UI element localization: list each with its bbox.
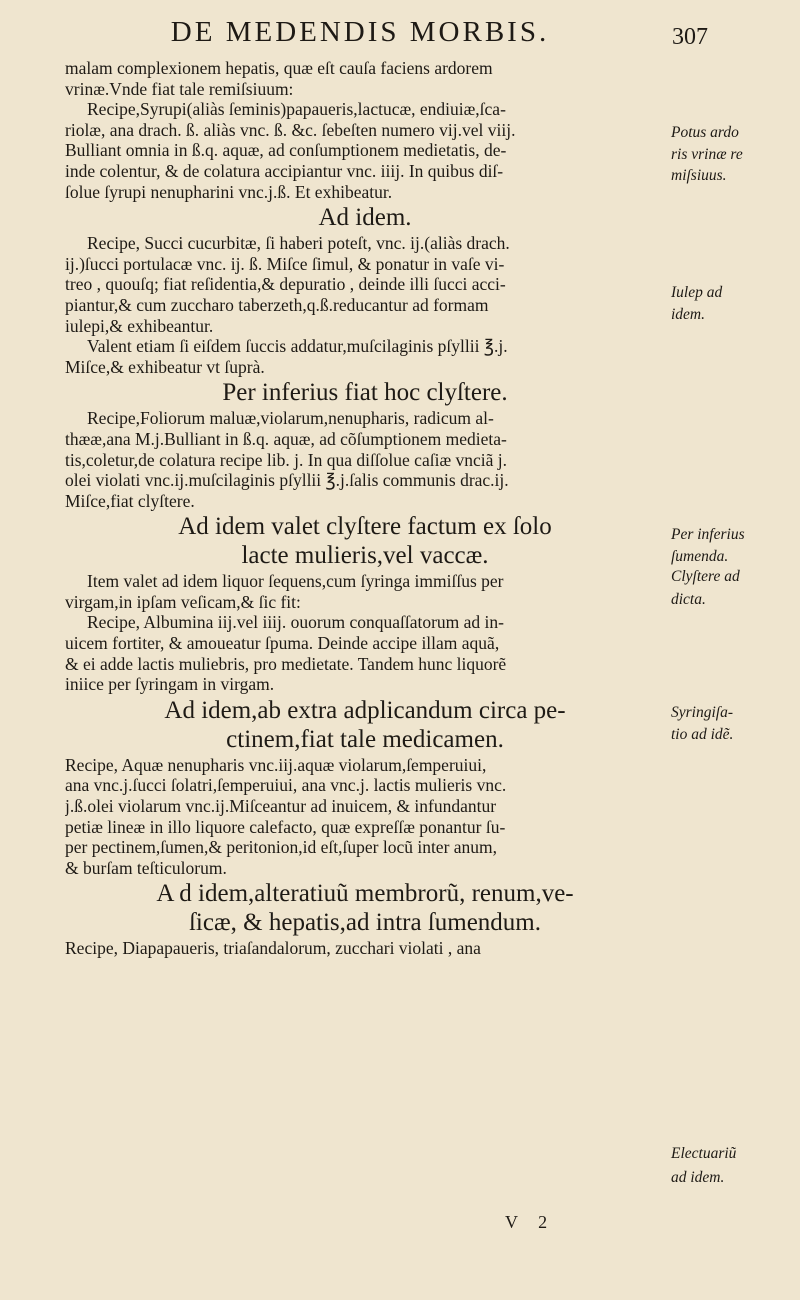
section-heading: lacte mulieris,vel vaccæ. xyxy=(241,542,489,570)
text-line: petiæ lineæ in illo liquore calefacto, quæ expreſſæ ponantur ſu- xyxy=(65,816,506,837)
margin-note: Potus ardo xyxy=(671,124,739,141)
text-line: thææ,ana M.j.Bulliant in ß.q. aquæ, ad cõſumptionem medieta- xyxy=(65,428,507,449)
text-line: Recipe, Diapapaueris, triaſandalorum, zucchari violati , ana xyxy=(65,938,481,959)
section-heading: ſicæ, & hepatis,ad intra ſumendum. xyxy=(188,909,541,937)
text-line: riolæ, ana drach. ß. aliàs vnc. ß. &c. ſebeſten numero vij.vel viij. xyxy=(65,119,516,140)
text-line: ij.)ſucci portulacæ vnc. ij. ß. Miſce ſimul, & ponatur in vaſe vi- xyxy=(65,253,505,274)
margin-note: idem. xyxy=(671,306,706,323)
margin-note: ris vrinæ re xyxy=(671,146,743,163)
margin-note: Electuariũ xyxy=(671,1145,737,1162)
section-heading: Ad idem,ab extra adplicandum circa pe- xyxy=(164,696,566,724)
text-line: per pectinem,ſumen,& peritonion,id eſt,ſuper locũ inter anum, xyxy=(65,837,498,858)
text-line: & ei adde lactis muliebris, pro medietate. Tandem hunc liquorẽ xyxy=(65,653,507,674)
text-line: piantur,& cum zuccharo taberzeth,q.ß.reducantur ad formam xyxy=(65,294,489,315)
section-heading: Ad idem. xyxy=(318,204,412,232)
text-line: Item valet ad idem liquor ſequens,cum ſyringa immiſſus per xyxy=(87,571,504,592)
margin-note: dicta. xyxy=(671,591,706,608)
text-line: virgam,in ipſam veſicam,& ſic fit: xyxy=(65,591,301,612)
margin-note: Iulep ad xyxy=(671,284,723,301)
section-heading: Per inferius fiat hoc clyſtere. xyxy=(222,379,508,407)
text-line: malam complexionem hepatis, quæ eſt cauſa faciens ardorem xyxy=(65,58,493,78)
text-line: Valent etiam ſi eiſdem ſuccis addatur,muſcilaginis pſyllii ℥.j. xyxy=(87,336,508,357)
text-line: iniice per ſyringam in virgam. xyxy=(65,674,275,695)
section-heading: A d idem,alteratiuũ membrorũ, renum,ve- xyxy=(156,880,574,908)
section-heading: ctinem,fiat tale medicamen. xyxy=(226,725,504,753)
margin-note: Per inferius xyxy=(671,526,745,543)
main-text-column xyxy=(65,58,665,959)
section-heading: Ad idem valet clyſtere factum ex ſolo xyxy=(178,513,552,541)
margin-note: miſsiuus. xyxy=(671,167,727,184)
text-line: uicem fortiter, & amoueatur ſpuma. Deinde accipe illam aquã, xyxy=(65,633,500,654)
text-line: olei violati vnc.ij.muſcilaginis pſyllii ℥.j.ſalis communis drac.ij. xyxy=(65,470,509,491)
text-line: tis,coletur,de colatura recipe lib. j. In qua diſſolue caſiæ vnciã j. xyxy=(65,449,507,470)
text-line: iulepi,& exhibeantur. xyxy=(65,315,214,336)
margin-note: tio ad idẽ. xyxy=(671,726,734,743)
text-line: Miſce,& exhibeatur vt ſuprà. xyxy=(65,356,265,377)
margin-note: Syringiſa- xyxy=(671,704,733,721)
text-line: inde colentur, & de colatura accipiantur vnc. iiij. In quibus diſ- xyxy=(65,160,504,181)
text-line: Miſce,fiat clyſtere. xyxy=(65,490,195,511)
text-line: & burſam teſticulorum. xyxy=(65,857,227,878)
margin-note: Clyſtere ad xyxy=(671,568,740,585)
running-title: DE MEDENDIS MORBIS. xyxy=(170,16,550,48)
signature-mark: V 2 xyxy=(505,1212,556,1232)
margin-note: ſumenda. xyxy=(671,548,729,565)
text-line: treo , quouſq; fiat reſidentia,& depuratio , deinde illi ſucci acci- xyxy=(65,274,506,295)
text-line: Recipe, Aquæ nenupharis vnc.iij.aquæ violarum,ſemperuiui, xyxy=(65,754,487,775)
text-line: ſolue ſyrupi nenupharini vnc.j.ß. Et exhibeatur. xyxy=(65,181,393,202)
text-line: ana vnc.j.ſucci ſolatri,ſemperuiui, ana vnc.j. lactis mulieris vnc. xyxy=(65,775,507,796)
text-line: vrinæ.Vnde fiat tale remiſsiuum: xyxy=(65,78,294,99)
margin-note: ad idem. xyxy=(671,1169,725,1186)
page-number: 307 xyxy=(672,24,708,50)
text-line: Recipe,Foliorum maluæ,violarum,nenupharis, radicum al- xyxy=(87,408,494,429)
text-line: Recipe,Syrupi(aliàs ſeminis)papaueris,lactucæ, endiuiæ,ſca- xyxy=(87,99,506,120)
text-line: Bulliant omnia in ß.q. aquæ, ad conſumptionem medietatis, de- xyxy=(65,140,507,161)
text-line: Recipe, Albumina iij.vel iiij. ouorum conquaſſatorum ad in- xyxy=(87,612,505,633)
text-line: j.ß.olei violarum vnc.ij.Miſceantur ad inuicem, & infundantur xyxy=(65,796,497,817)
text-line: Recipe, Succi cucurbitæ, ſi haberi poteſt, vnc. ij.(aliàs drach. xyxy=(87,233,510,254)
